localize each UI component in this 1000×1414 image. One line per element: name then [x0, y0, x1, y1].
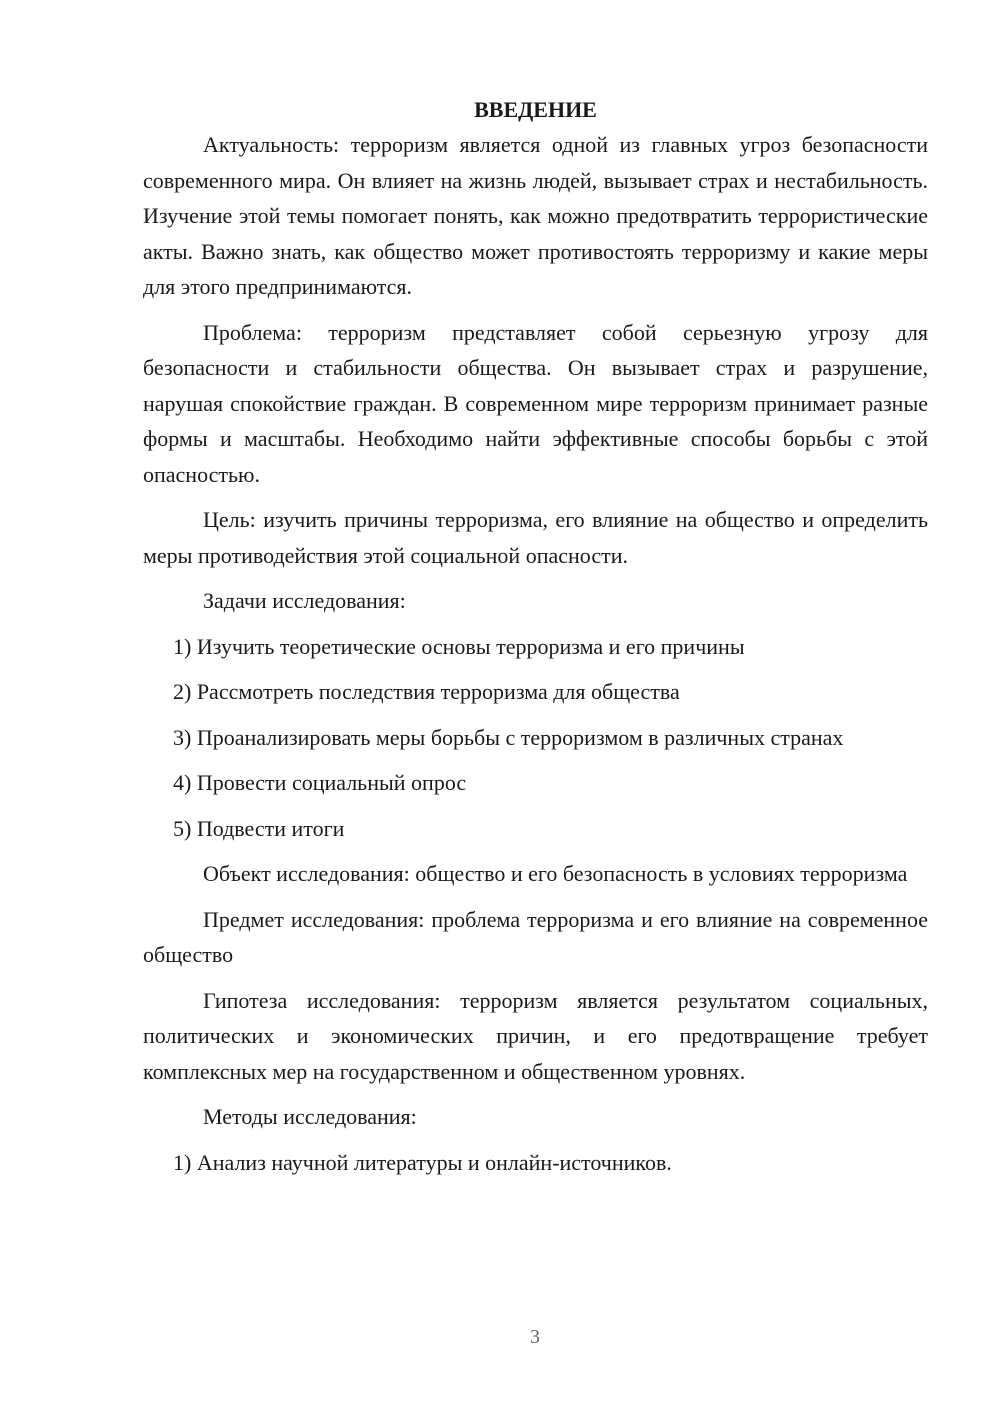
relevance-paragraph: Актуальность: терроризм является одной из главных угроз безопасности современного мира. Он влияет на жизнь людей, вызывает страх и нестабильность. Изучение этой темы помогает понять, как можно предотвратить террористические акты. Важно знать, как общество может противостоять терроризму и какие меры для этого предпринимаются.	[143, 132, 928, 299]
problem-paragraph: Проблема: терроризм представляет собой серьезную угрозу для безопасности и стабильности общества. Он вызывает страх и разрушение, нарушая спокойствие граждан. В современном мире терроризм принимает разные формы и масштабы. Необходимо найти эффективные способы борьбы с этой опасностью.	[143, 319, 928, 487]
method-item-1: 1) Анализ научной литературы и онлайн-источников.	[173, 1149, 672, 1175]
hypothesis-paragraph: Гипотеза исследования: терроризм является результатом социальных, политических и экономических причин, и его предотвращение требует комплексных мер на государственном и общественном уровнях.	[143, 987, 928, 1084]
task-item-2: 2) Рассмотреть последствия терроризма для общества	[173, 679, 680, 704]
document-page	[143, 92, 928, 1190]
task-item-5: 5) Подвести итоги	[173, 815, 345, 841]
page-title: ВВЕДЕНИЕ	[474, 97, 597, 122]
methods-heading: Методы исследования:	[203, 1104, 417, 1129]
subject-paragraph: Предмет исследования: проблема терроризма и его влияние на современное общество	[143, 906, 928, 967]
page-number: 3	[530, 1326, 540, 1348]
goal-paragraph: Цель: изучить причины терроризма, его влияние на общество и определить меры противодействия этой социальной опасности.	[143, 507, 928, 568]
object-paragraph: Объект исследования: общество и его безопасность в условиях терроризма	[203, 861, 908, 886]
tasks-heading: Задачи исследования:	[203, 588, 406, 613]
task-item-4: 4) Провести социальный опрос	[173, 770, 467, 795]
task-item-3: 3) Проанализировать меры борьбы с терроризмом в различных странах	[173, 724, 844, 750]
task-item-1: 1) Изучить теоретические основы терроризма и его причины	[173, 633, 745, 659]
